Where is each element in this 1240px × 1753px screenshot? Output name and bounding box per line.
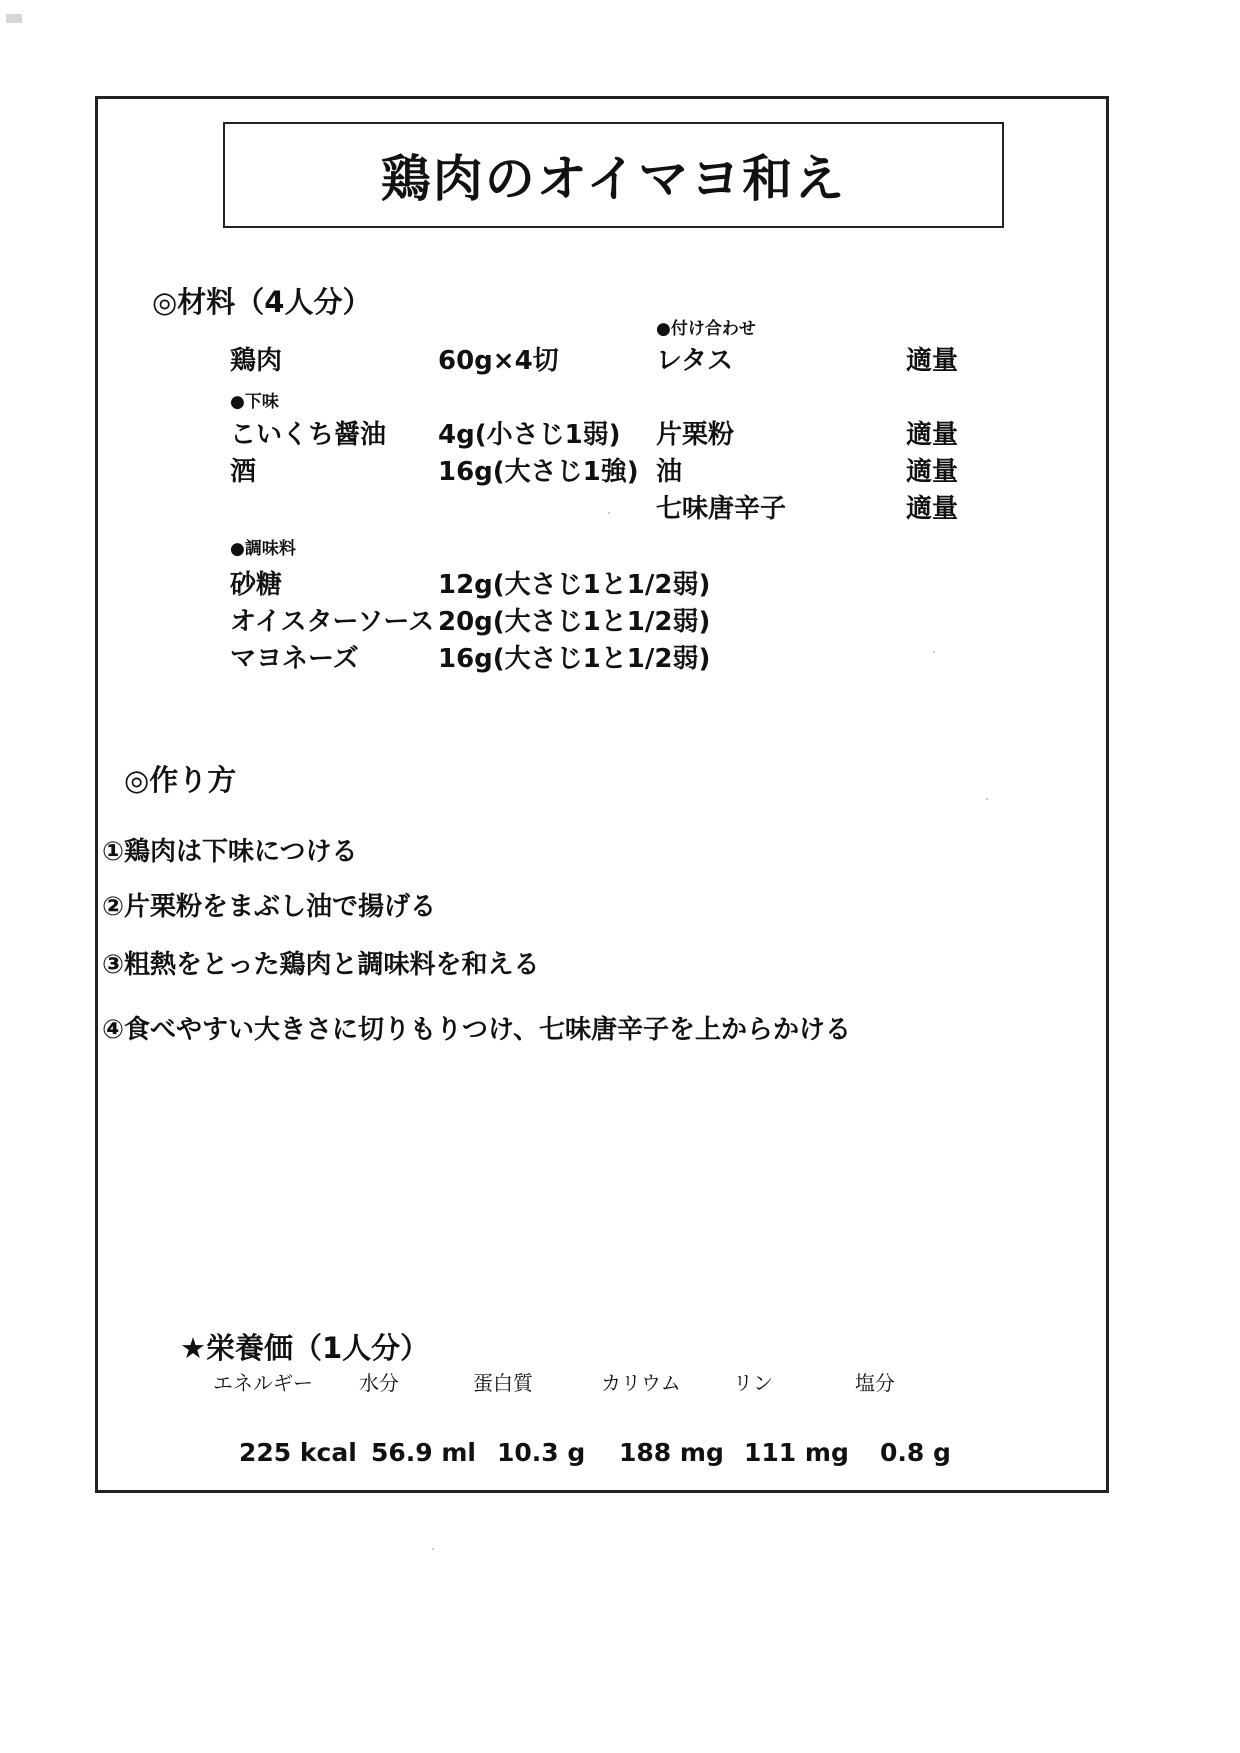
nutrition-heading: ★栄養価（1人分） [180, 1331, 430, 1365]
nutrition-label: 蛋白質 [473, 1371, 533, 1395]
garnish-amount: 適量 [906, 420, 959, 450]
ingredient-amount: 16g(大さじ1と1/2弱) [438, 644, 711, 674]
ingredient-name: マヨネーズ [230, 644, 359, 674]
nutrition-value: 10.3 g [497, 1438, 586, 1467]
scan-speck [432, 1548, 434, 1550]
ingredient-name: 酒 [230, 457, 257, 487]
nutrition-value: 0.8 g [880, 1438, 951, 1467]
ingredients-heading: ◎材料（4人分） [152, 285, 372, 319]
nutrition-label: 水分 [359, 1371, 399, 1395]
ingredient-name: こいくち醤油 [230, 420, 387, 450]
method-step: ③粗熱をとった鶏肉と調味料を和える [102, 950, 540, 980]
nutrition-label: 塩分 [855, 1371, 895, 1395]
garnish-amount: 適量 [906, 346, 959, 376]
method-heading: ◎作り方 [124, 763, 237, 797]
nutrition-value: 56.9 ml [371, 1438, 477, 1467]
garnish-label: ●付け合わせ [656, 319, 756, 339]
ingredient-amount: 4g(小さじ1弱) [438, 420, 621, 450]
scan-corner-mark [6, 14, 22, 23]
garnish-amount: 適量 [906, 457, 959, 487]
method-step: ②片栗粉をまぶし油で揚げる [102, 892, 437, 922]
ingredient-amount: 60g×4切 [438, 346, 559, 376]
ingredient-name: オイスターソース [230, 607, 435, 637]
method-step: ①鶏肉は下味につける [102, 837, 358, 867]
ingredient-amount: 20g(大さじ1と1/2弱) [438, 607, 711, 637]
ingredient-amount: 12g(大さじ1と1/2弱) [438, 570, 711, 600]
garnish-name: 油 [656, 457, 683, 487]
nutrition-value: 188 mg [619, 1438, 724, 1467]
garnish-name: 片栗粉 [656, 420, 735, 450]
shitaaji-label: ●下味 [230, 392, 279, 412]
ingredient-amount: 16g(大さじ1強) [438, 457, 639, 487]
recipe-title: 鶏肉のオイマヨ和え [380, 150, 847, 208]
garnish-name: レタス [656, 346, 733, 376]
nutrition-label: リン [733, 1371, 773, 1395]
ingredient-name: 鶏肉 [230, 346, 283, 376]
garnish-amount: 適量 [906, 494, 959, 524]
nutrition-value: 111 mg [744, 1438, 849, 1467]
nutrition-label: エネルギー [213, 1371, 313, 1395]
nutrition-label: カリウム [601, 1371, 681, 1395]
title-box [223, 122, 1004, 228]
garnish-name: 七味唐辛子 [656, 494, 787, 524]
ingredient-name: 砂糖 [230, 570, 283, 600]
nutrition-value: 225 kcal [239, 1438, 357, 1467]
method-step: ④食べやすい大きさに切りもりつけ、七味唐辛子を上からかける [102, 1015, 851, 1045]
seasoning-label: ●調味料 [230, 539, 296, 559]
